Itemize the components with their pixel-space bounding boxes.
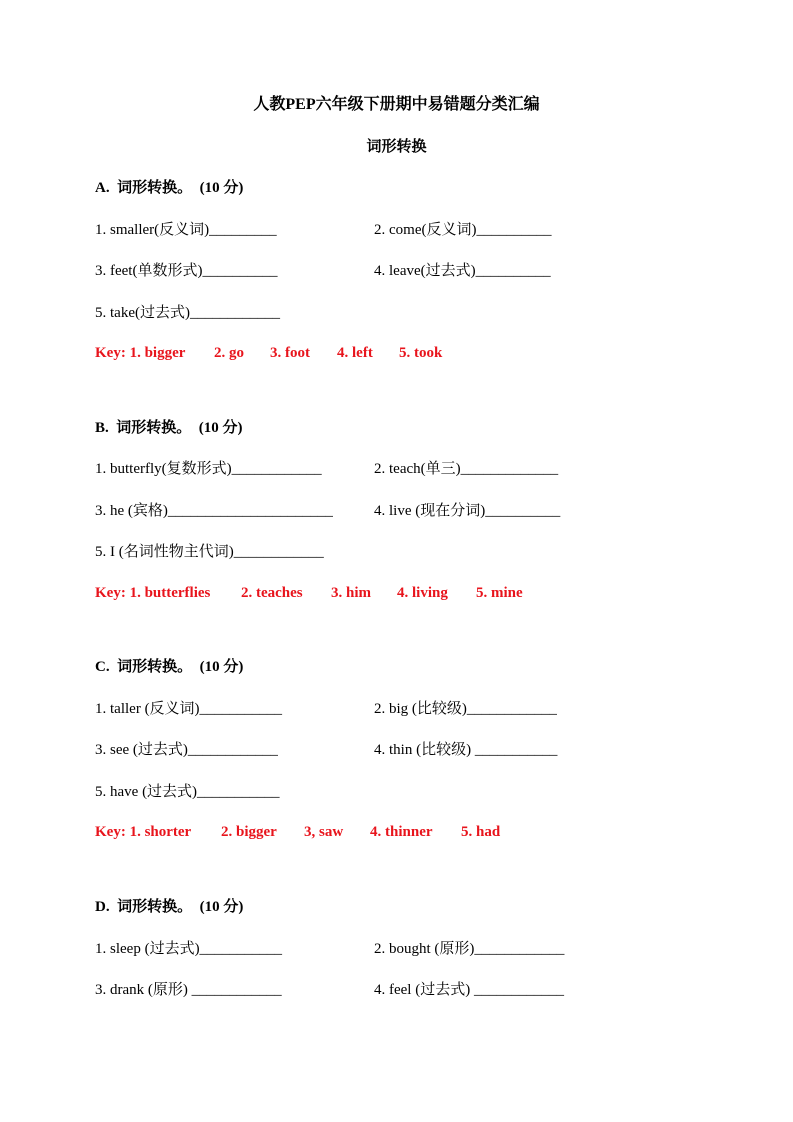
question-item: 3. drank (原形) ____________ bbox=[95, 982, 282, 998]
question-item: 1. taller (反义词)___________ bbox=[95, 701, 283, 717]
page-title: 人教PEP六年级下册期中易错题分类汇编 bbox=[253, 96, 540, 113]
section-header: D. 词形转换。 (10 分) bbox=[95, 899, 244, 915]
question-item: 5. take(过去式)____________ bbox=[95, 305, 280, 321]
answer-key: 4. left bbox=[337, 345, 373, 361]
section-header: B. 词形转换。 (10 分) bbox=[95, 420, 243, 436]
question-item: 5. have (过去式)___________ bbox=[95, 784, 280, 800]
question-item: 1. butterfly(复数形式)____________ bbox=[95, 461, 322, 477]
answer-key: 3, saw bbox=[304, 824, 344, 840]
question-item: 3. he (宾格)______________________ bbox=[95, 503, 333, 519]
question-item: 2. come(反义词)__________ bbox=[374, 222, 552, 238]
question-item: 2. big (比较级)____________ bbox=[374, 701, 557, 717]
question-item: 2. bought (原形)____________ bbox=[374, 941, 565, 957]
answer-key: 2. go bbox=[214, 345, 244, 361]
answer-key: 3. him bbox=[331, 585, 372, 601]
question-item: 4. thin (比较级) ___________ bbox=[374, 742, 558, 758]
answer-key: 5. had bbox=[461, 824, 501, 840]
answer-key: 2. teaches bbox=[241, 585, 303, 601]
question-item: 3. feet(单数形式)__________ bbox=[95, 263, 278, 279]
question-item: 4. leave(过去式)__________ bbox=[374, 263, 551, 279]
answer-key: 2. bigger bbox=[221, 824, 277, 840]
question-item: 1. smaller(反义词)_________ bbox=[95, 222, 277, 238]
answer-key: Key: 1. butterflies bbox=[95, 585, 211, 601]
question-item: 3. see (过去式)____________ bbox=[95, 742, 278, 758]
question-item: 1. sleep (过去式)___________ bbox=[95, 941, 283, 957]
question-item: 4. live (现在分词)__________ bbox=[374, 503, 561, 519]
answer-key: Key: 1. shorter bbox=[95, 824, 192, 840]
question-item: 4. feel (过去式) ____________ bbox=[374, 982, 564, 998]
answer-key: 3. foot bbox=[270, 345, 310, 361]
answer-key: 4. living bbox=[397, 585, 448, 601]
page-subtitle: 词形转换 bbox=[366, 139, 427, 155]
question-item: 5. I (名词性物主代词)____________ bbox=[95, 544, 324, 560]
section-header: A. 词形转换。 (10 分) bbox=[95, 180, 244, 196]
answer-key: Key: 1. bigger bbox=[95, 345, 186, 361]
section-header: C. 词形转换。 (10 分) bbox=[95, 659, 244, 675]
answer-key: 4. thinner bbox=[370, 824, 433, 840]
question-item: 2. teach(单三)_____________ bbox=[374, 461, 559, 477]
answer-key: 5. mine bbox=[476, 585, 523, 601]
answer-key: 5. took bbox=[399, 345, 443, 361]
